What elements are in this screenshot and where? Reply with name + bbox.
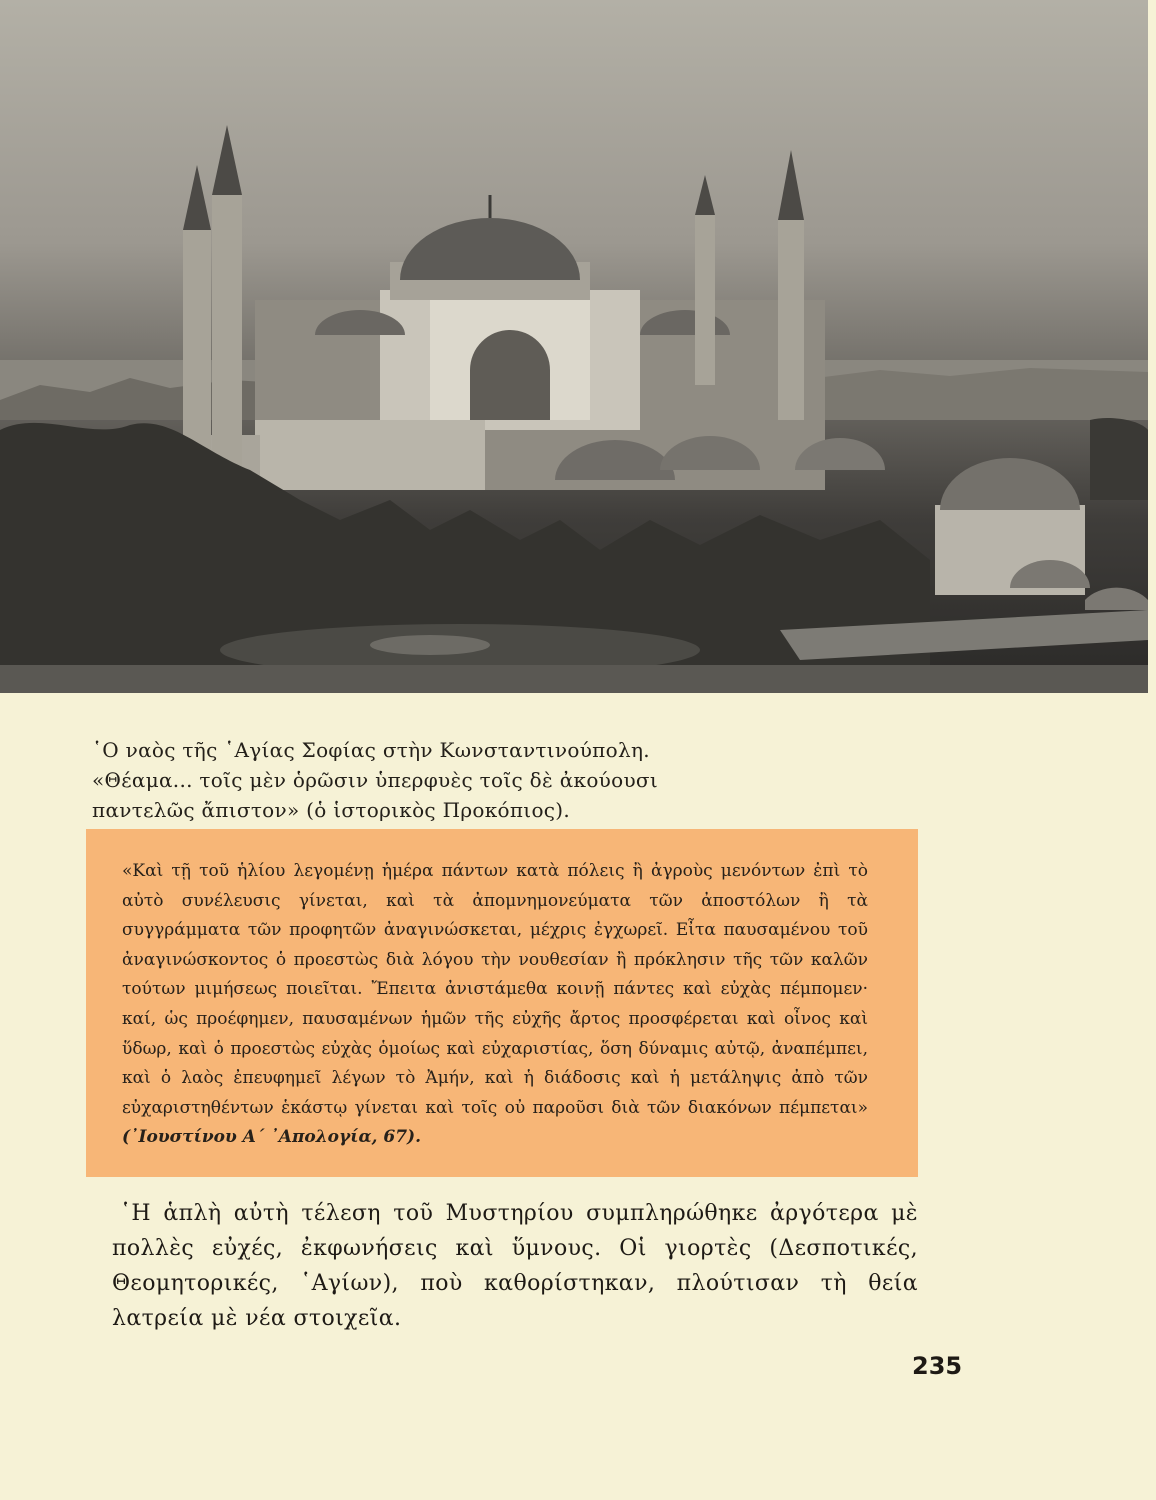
body-text: ῾Η ἁπλὴ αὐτὴ τέλεση τοῦ Μυστηρίου συμπληρώθηκε ἀργότερα μὲ πολλὲς εὐχές, ἐκφωνήσεις καὶ ὕμνους. Οἱ γιορτὲς (Δεσποτικές, Θεομητορικές, ῾Αγίων), ποὺ καθορίστηκαν, πλούτισαν τὴ θεία λατρεία μὲ νέα στοιχεῖα.	[112, 1201, 918, 1331]
body-paragraph	[112, 1196, 918, 1336]
quote-text-block	[122, 857, 868, 1153]
caption-text: ῾Ο ναὸς τῆς ῾Αγίας Σοφίας στὴν Κωνσταντινούπολη. «Θέαμα... τοῖς μὲν ὁρῶσιν ὑπερφυὲς τοῖς δὲ ἀκούουσι παντελῶς ἄπιστον» (ὁ ἱστορικὸς Προκόπιος).	[92, 738, 659, 822]
hagia-sophia-photo	[0, 0, 1148, 693]
hagia-sophia-illustration	[0, 0, 1148, 693]
quote-box	[86, 829, 918, 1177]
page-number: 235	[912, 1352, 963, 1380]
quote-text: «Καὶ τῇ τοῦ ἡλίου λεγομένῃ ἡμέρα πάντων κατὰ πόλεις ἢ ἀγροὺς μενόντων ἐπὶ τὸ αὐτὸ συνέλευσις γίνεται, καὶ τὰ ἀπομνημονεύματα τῶν ἀποστόλων ἢ τὰ συγγράμματα τῶν προφητῶν ἀναγινώσκεται, μέχρις ἐγχωρεῖ. Εἶτα παυσαμένου τοῦ ἀναγινώσκοντος ὁ προεστὼς διὰ λόγου τὴν νουθεσίαν ἢ πρόκλησιν τῆς τῶν καλῶν τούτων μιμήσεως ποιεῖται. Ἔπειτα ἀνιστάμεθα κοινῇ πάντες καὶ εὐχὰς πέμπομεν· καί, ὡς προέφημεν, παυσαμένων ἡμῶν τῆς εὐχῆς ἄρτος προσφέρεται καὶ οἶνος καὶ ὕδωρ, καὶ ὁ προεστὼς εὐχὰς ὁμοίως καὶ εὐχαριστίας, ὅση δύναμις αὐτῷ, ἀναπέμπει, καὶ ὁ λαὸς ἐπευφημεῖ λέγων τὸ Ἀμήν, καὶ ἡ διάδοσις καὶ ἡ μετάληψις ἀπὸ τῶν εὐχαριστηθέντων ἑκάστῳ γίνεται καὶ τοῖς οὐ παροῦσι διὰ τῶν διακόνων πέμπεται»	[122, 861, 868, 1118]
quote-source: (᾽Ιουστίνου Α΄ ᾽Απολογία, 67).	[122, 1127, 422, 1148]
photo-caption	[92, 735, 732, 825]
